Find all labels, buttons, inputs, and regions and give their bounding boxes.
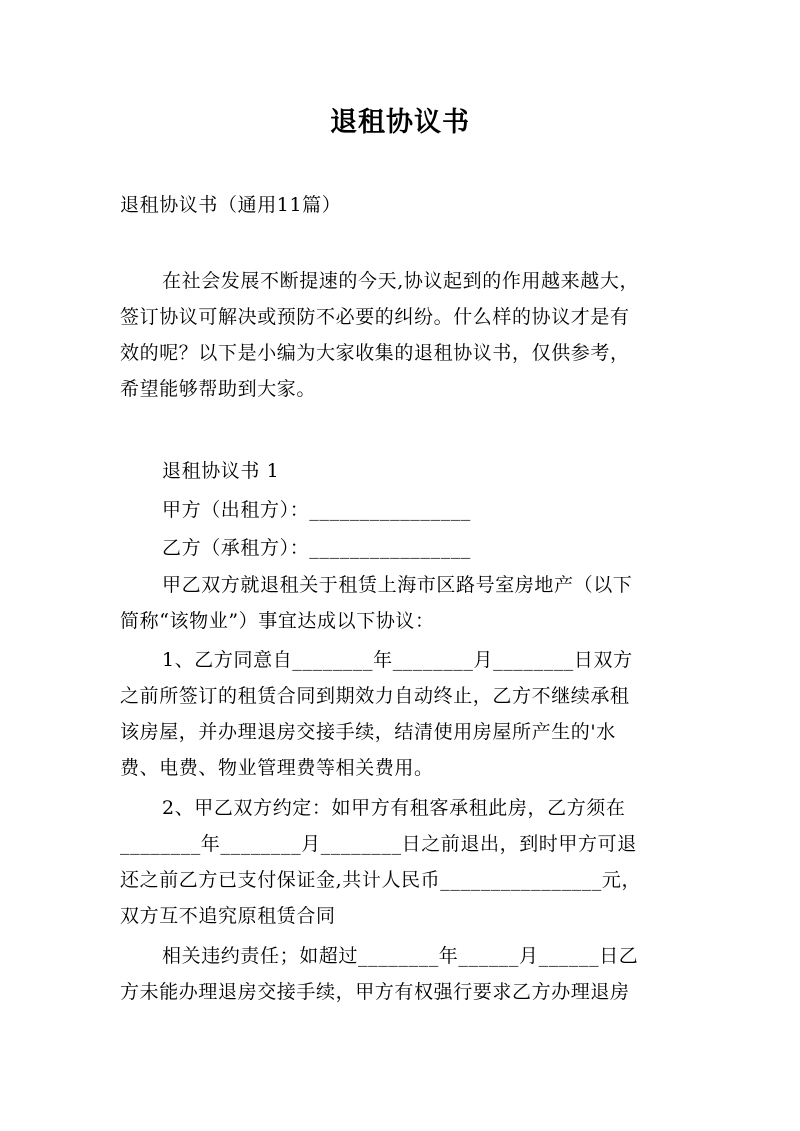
intro-line: 签订协议可解决或预防不必要的纠纷。什么样的协议才是有 <box>120 306 630 328</box>
section-heading: 退租协议书 1 <box>162 460 280 482</box>
document-subtitle: 退租协议书（通用11篇） <box>120 194 342 216</box>
party-a-line: 甲方（出租方）：________________ <box>162 499 471 521</box>
body-line: 1、乙方同意自________年________月________日双方 <box>162 649 633 671</box>
body-line: 费、电费、物业管理费等相关费用。 <box>120 757 434 779</box>
body-line: 还之前乙方已支付保证金,共计人民币________________元， <box>120 869 642 891</box>
intro-line: 在社会发展不断提速的今天,协议起到的作用越来越大， <box>162 270 640 292</box>
intro-line: 希望能够帮助到大家。 <box>120 378 317 400</box>
party-b-line: 乙方（承租方）：________________ <box>162 537 471 559</box>
body-line: ________年________月________日之前退出，到时甲方可退 <box>120 833 637 855</box>
document-title: 退租协议书 <box>330 107 470 138</box>
body-line: 之前所签订的租赁合同到期效力自动终止，乙方不继续承租 <box>120 685 630 707</box>
body-line: 方未能办理退房交接手续，甲方有权强行要求乙方办理退房 <box>120 981 630 1003</box>
body-line: 甲乙双方就退租关于租赁上海市区路号室房地产（以下 <box>162 574 633 596</box>
body-line: 简称“该物业”）事宜达成以下协议： <box>120 610 435 632</box>
body-line: 相关违约责任；如超过________年______月______日乙 <box>162 945 639 967</box>
body-line: 该房屋，并办理退房交接手续，结清使用房屋所产生的'水 <box>120 721 616 743</box>
body-line: 2、甲乙双方约定：如甲方有租客承租此房，乙方须在 <box>162 797 626 819</box>
body-line: 双方互不追究原租赁合同 <box>120 905 336 927</box>
intro-line: 效的呢？以下是小编为大家收集的退租协议书，仅供参考， <box>120 342 630 364</box>
